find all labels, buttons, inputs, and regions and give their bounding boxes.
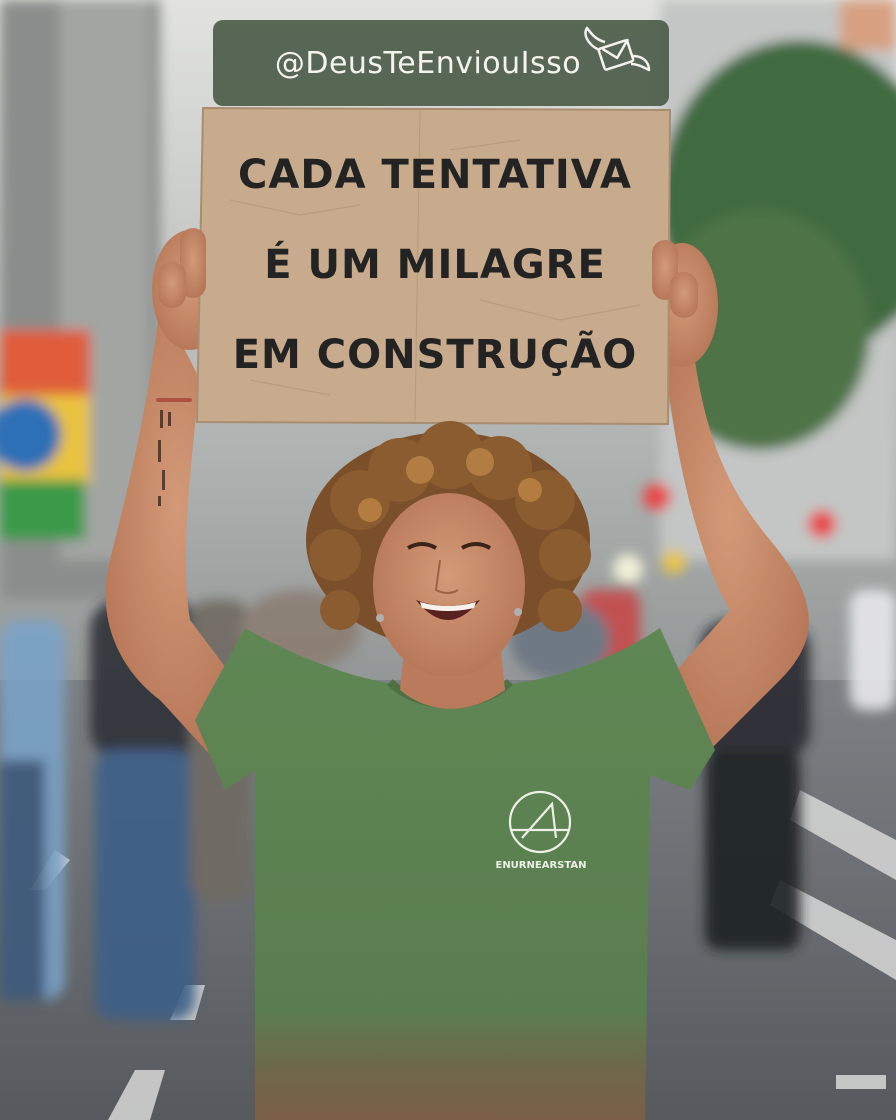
watermark-handle: @DeusTeEnviouIsso bbox=[274, 45, 582, 81]
shirt-logo-text: ENURNEARSTAN bbox=[495, 860, 587, 871]
envelope-with-wings-icon bbox=[579, 26, 651, 82]
sign-line-3: EM CONSTRUÇÃO bbox=[232, 332, 638, 378]
sign-message bbox=[200, 130, 670, 400]
watermark-bar bbox=[213, 20, 669, 106]
sign-line-1: CADA TENTATIVA bbox=[238, 152, 632, 198]
sign-line-2: É UM MILAGRE bbox=[264, 242, 606, 288]
